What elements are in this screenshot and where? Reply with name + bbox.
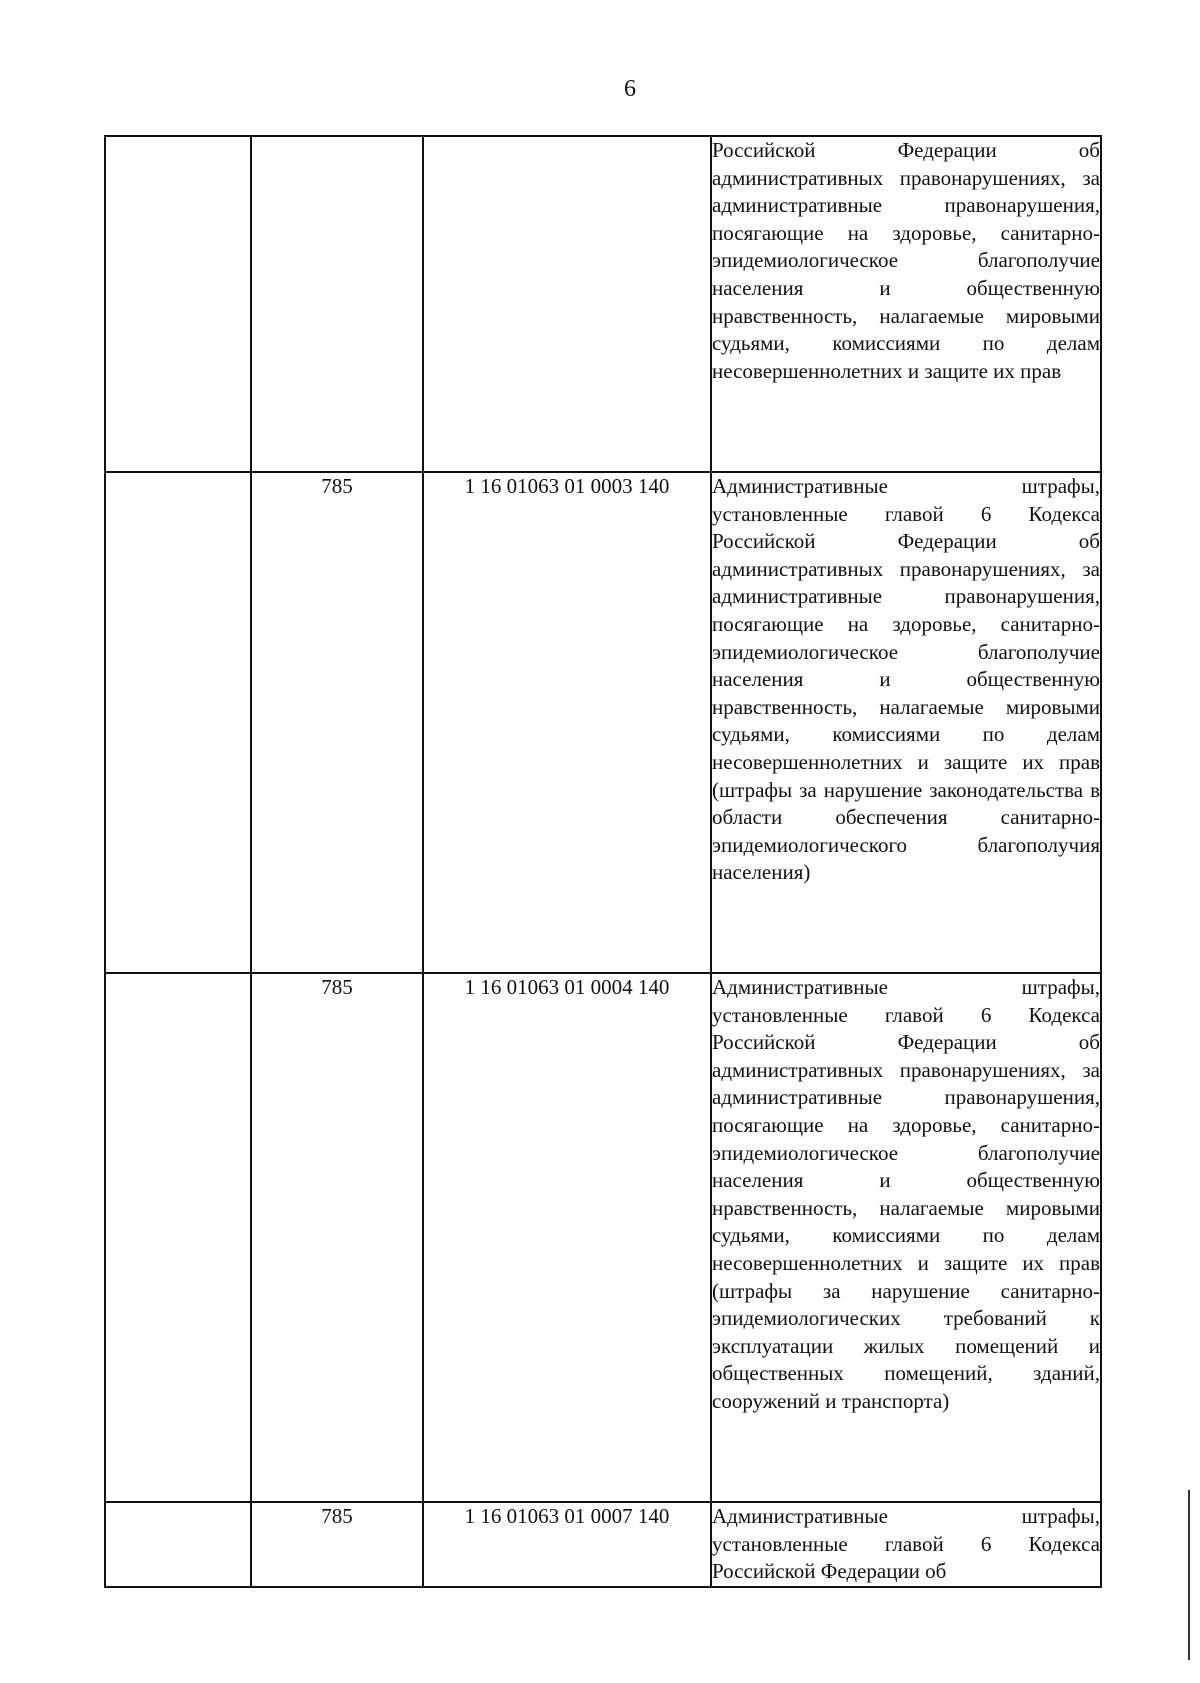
table-row (105, 973, 1101, 1502)
kbk-code-cell: 1 16 01063 01 0003 140 (423, 472, 711, 973)
row-empty-cell (105, 1502, 251, 1587)
scan-edge-line (1188, 1490, 1190, 1660)
table-row (105, 472, 1101, 973)
kbk-code-cell: 1 16 01063 01 0004 140 (423, 973, 711, 1502)
row-empty-cell (105, 472, 251, 973)
description-cell: Административные штрафы, установленные главой 6 Кодекса Российской Федерации об административных правонарушениях, за административные правонарушения, посягающие на здоровье, санитарно-эпидемиологическое благополучие населения и общественную нравственность, налагаемые мировыми судьями, комиссиями по делам несовершеннолетних и защите их прав (штрафы за нарушение законодательства в области обеспечения санитарно-эпидемиологического благополучия населения) (711, 472, 1101, 973)
admin-code-cell: 785 (251, 472, 423, 973)
kbk-code-cell (423, 136, 711, 472)
admin-code-cell (251, 136, 423, 472)
table-row (105, 136, 1101, 472)
row-empty-cell (105, 136, 251, 472)
description-cell: Административные штрафы, установленные главой 6 Кодекса Российской Федерации об (711, 1502, 1101, 1587)
admin-code-cell: 785 (251, 1502, 423, 1587)
page-number: 6 (624, 76, 636, 102)
row-empty-cell (105, 973, 251, 1502)
description-cell: Российской Федерации об административных правонарушениях, за административные правонарушения, посягающие на здоровье, санитарно-эпидемиологическое благополучие населения и общественную нравственность, налагаемые мировыми судьями, комиссиями по делам несовершеннолетних и защите их прав (711, 136, 1101, 472)
admin-code-cell: 785 (251, 973, 423, 1502)
description-cell: Административные штрафы, установленные главой 6 Кодекса Российской Федерации об административных правонарушениях, за административные правонарушения, посягающие на здоровье, санитарно-эпидемиологическое благополучие населения и общественную нравственность, налагаемые мировыми судьями, комиссиями по делам несовершеннолетних и защите их прав (штрафы за нарушение санитарно-эпидемиологических требований к эксплуатации жилых помещений и общественных помещений, зданий, сооружений и транспорта) (711, 973, 1101, 1502)
kbk-code-cell: 1 16 01063 01 0007 140 (423, 1502, 711, 1587)
table-row (105, 1502, 1101, 1587)
budget-codes-table (104, 135, 1102, 1588)
